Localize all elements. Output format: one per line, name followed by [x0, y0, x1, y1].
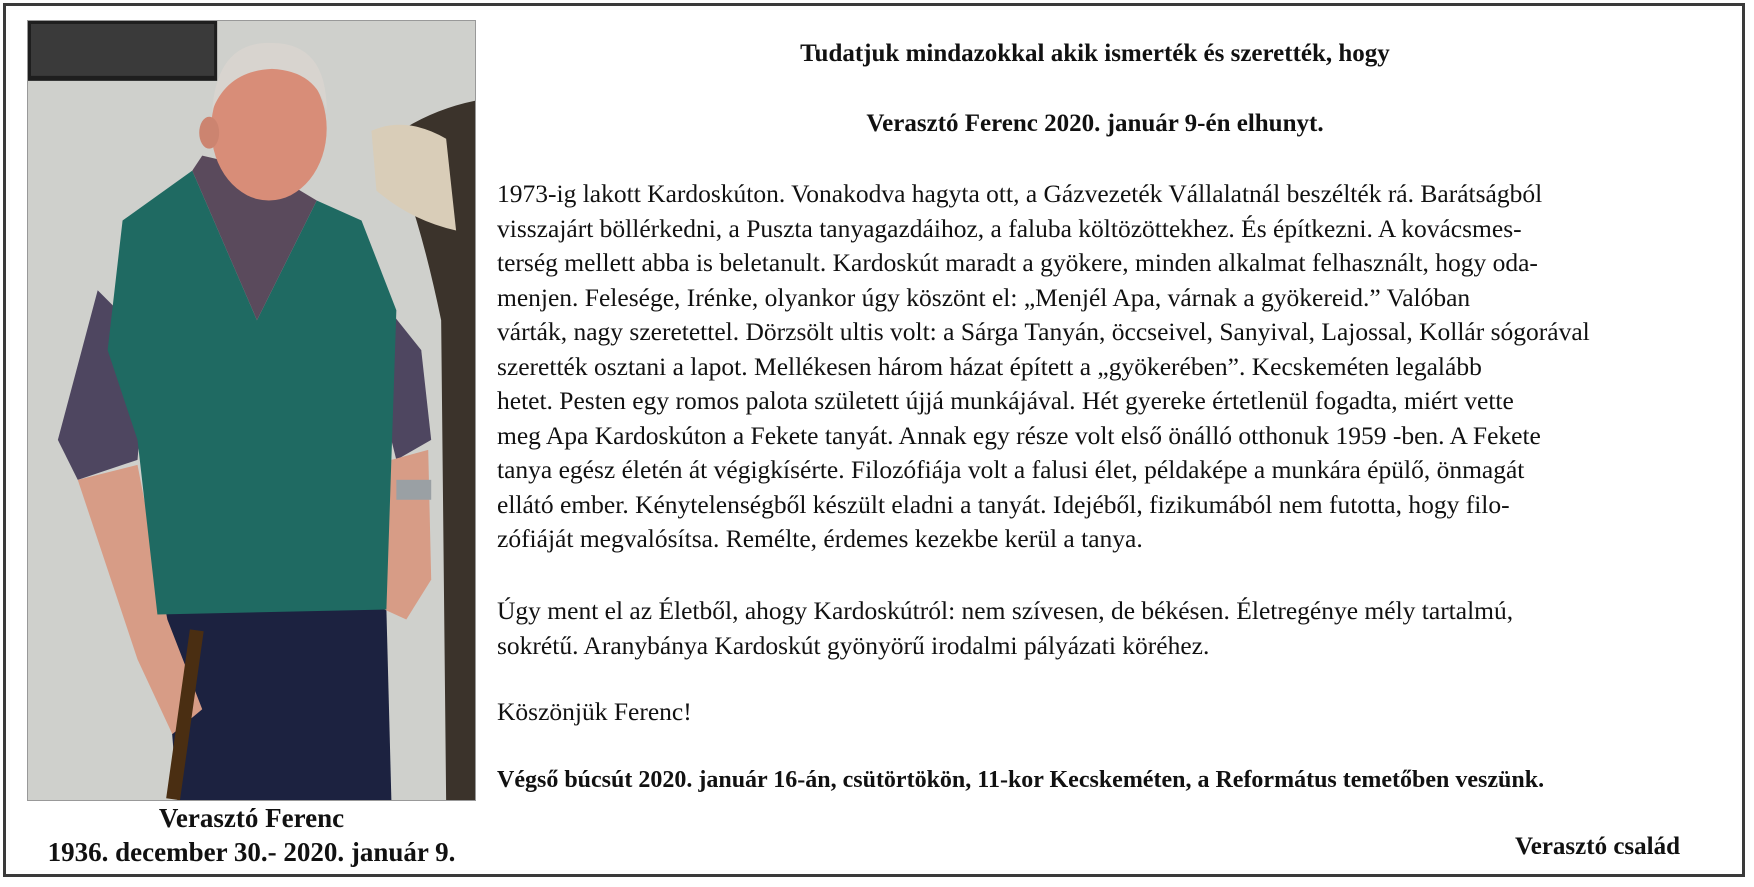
- photo-caption: [20, 801, 483, 869]
- biography-line: ellátó ember. Kénytelenségből készült eladni a tanyát. Idejéből, fizikumából nem futotta, hogy filo-: [497, 489, 1510, 519]
- portrait-image: [28, 21, 475, 800]
- funeral-notice: Végső búcsút 2020. január 16-án, csütörtökön, 11-kor Kecskeméten, a Református temetőben veszünk.: [497, 767, 1545, 793]
- biography-line: várták, nagy szeretettel. Dörzsölt ultis volt: a Sárga Tanyán, öccseivel, Sanyival, Lajossal, Kollár sógorával: [497, 317, 1590, 346]
- closing-line: sokrétű. Aranybánya Kardoskút gyönyörű irodalmi pályázati köréhez.: [497, 630, 1210, 660]
- caption-name: Verasztó Ferenc: [158, 803, 345, 833]
- biography-line: zófiáját megvalósítsa. Remélte, érdemes kezekbe kerül a tanya.: [497, 524, 1143, 553]
- portrait-photo: [27, 20, 476, 801]
- death-notice-heading: Verasztó Ferenc 2020. január 9-én elhunyt.: [866, 110, 1324, 137]
- biography-line: tanya egész életén át végigkísérte. Filozófiája volt a falusi élet, példaképe a munkára épülő, önmagát: [497, 455, 1525, 484]
- biography-paragraph: [497, 177, 1737, 557]
- biography-line: visszajárt böllérkedni, a Puszta tanyagazdáihoz, a faluba költözöttekhez. És építkezni. A kovácsmes-: [497, 213, 1522, 243]
- biography-line: szerették osztani a lapot. Mellékesen három házat épített a „gyökerében”. Kecskeméten legalább: [497, 351, 1482, 381]
- announcement-heading: Tudatjuk mindazokkal akik ismerték és szerették, hogy: [800, 40, 1390, 67]
- closing-line: Úgy ment el az Életből, ahogy Kardoskútról: nem szívesen, de békésen. Életregénye mély tartalmú,: [497, 596, 1514, 625]
- biography-line: menjen. Felesége, Irénke, olyankor úgy köszönt el: „Menjél Apa, várnak a gyökereid.” Valóban: [497, 282, 1471, 312]
- closing-paragraph: [497, 594, 1513, 663]
- biography-line: hetet. Pesten egy romos palota született újjá munkájával. Hét gyereke értetlenül fogadta, miért vette: [497, 386, 1514, 415]
- biography-line: 1973-ig lakott Kardoskúton. Vonakodva hagyta ott, a Gázvezeték Vállalatnál beszélték rá. Barátságból: [497, 179, 1543, 208]
- thanks-text: Köszönjük Ferenc!: [497, 697, 692, 726]
- biography-line: meg Apa Kardoskúton a Fekete tanyát. Annak egy része volt első önálló otthonuk 1959 -ben. A Fekete: [497, 420, 1541, 450]
- caption-dates: 1936. december 30.- 2020. január 9.: [47, 837, 456, 867]
- biography-line: terség mellett abba is beletanult. Kardoskút maradt a gyökere, minden alkalmat felhasznált, hogy oda-: [497, 248, 1538, 277]
- family-signature: Verasztó család: [1514, 833, 1680, 860]
